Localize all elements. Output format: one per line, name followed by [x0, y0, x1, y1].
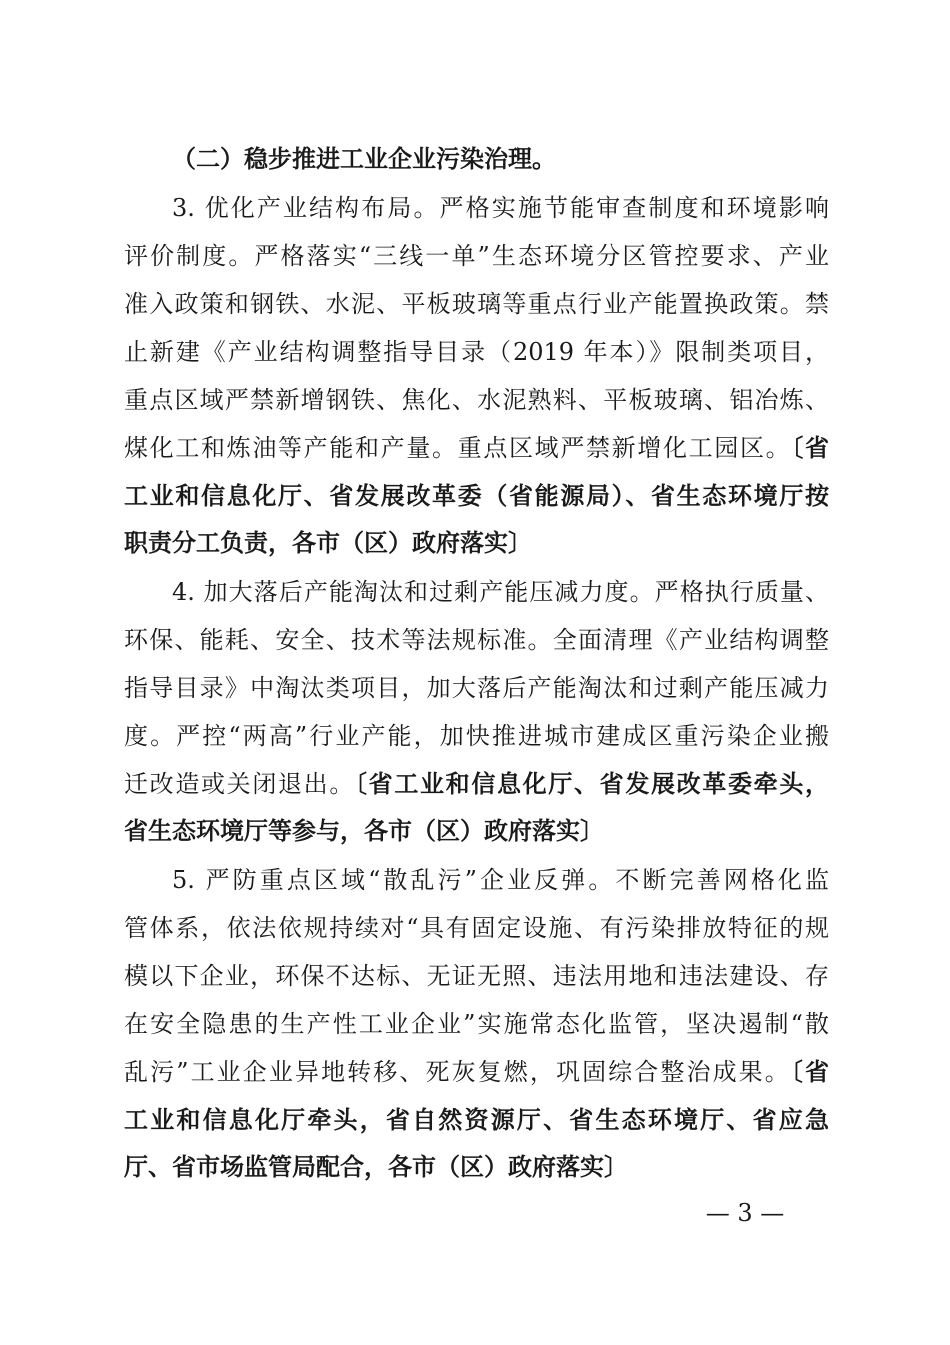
para3-line1: 3. 优化产业结构布局。严格实施节能审查制度和环境影响: [172, 194, 829, 222]
para3-line5: 重点区域严禁新增钢铁、焦化、水泥熟料、平板玻璃、铝冶炼、: [124, 386, 829, 414]
para4-line5: [124, 768, 829, 800]
para3-line7: 工业和信息化厅、省发展改革委（省能源局）、省生态环境厅按: [124, 481, 829, 510]
para5-line5-responsibility: 〔省: [790, 1057, 829, 1086]
section-heading: （二）稳步推进工业企业污染治理。: [172, 144, 556, 173]
para5-line5: [124, 1056, 829, 1088]
para3-line6-text: 煤化工和炼油等产能和产量。重点区域严禁新增化工园区。: [124, 434, 792, 462]
para5-line2: 管体系，依法依规持续对“具有固定设施、有污染排放特征的规: [124, 914, 829, 942]
para3-line2: 评价制度。严格落实“三线一单”生态环境分区管控要求、产业: [124, 242, 829, 270]
para4-line6: 省生态环境厅等参与，各市（区）政府落实〕: [124, 816, 604, 845]
para3-line3: 准入政策和钢铁、水泥、平板玻璃等重点行业产能置换政策。禁: [124, 290, 829, 318]
para3-line8: 职责分工负责，各市（区）政府落实〕: [124, 528, 532, 557]
para5-line6: 工业和信息化厅牵头，省自然资源厅、省生态环境厅、省应急: [124, 1105, 829, 1134]
para4-line1: 4. 加大落后产能淘汰和过剩产能压减力度。严格执行质量、: [172, 578, 829, 606]
para4-line3: 指导目录》中淘汰类项目，加大落后产能淘汰和过剩产能压减力: [124, 674, 829, 702]
para3-line4: 止新建《产业结构调整指导目录（2019 年本）》限制类项目，: [124, 338, 829, 366]
para3-line6-responsibility: 〔省: [791, 433, 830, 462]
para5-line4: 在安全隐患的生产性工业企业”实施常态化监管，坚决遏制“散: [124, 1010, 829, 1038]
para4-line4: 度。严控“两高”行业产能，加快推进城市建成区重污染企业搬: [124, 722, 829, 750]
para3-line6: [124, 432, 829, 464]
para4-line5-responsibility: 〔省工业和信息化厅、省发展改革委牵头，: [355, 769, 829, 798]
para5-line7: 厅、省市场监管局配合，各市（区）政府落实〕: [124, 1152, 628, 1181]
para5-line3: 模以下企业，环保不达标、无证无照、违法用地和违法建设、存: [124, 962, 829, 990]
para4-line5-text: 迁改造或关闭退出。: [124, 770, 355, 798]
para5-line1: 5. 严防重点区域“散乱污”企业反弹。不断完善网格化监: [172, 866, 829, 894]
page-number: — 3 —: [705, 1199, 785, 1227]
para4-line2: 环保、能耗、安全、技术等法规标准。全面清理《产业结构调整: [124, 626, 829, 654]
para5-line5-text: 乱污”工业企业异地转移、死灰复燃，巩固综合整治成果。: [124, 1058, 791, 1086]
